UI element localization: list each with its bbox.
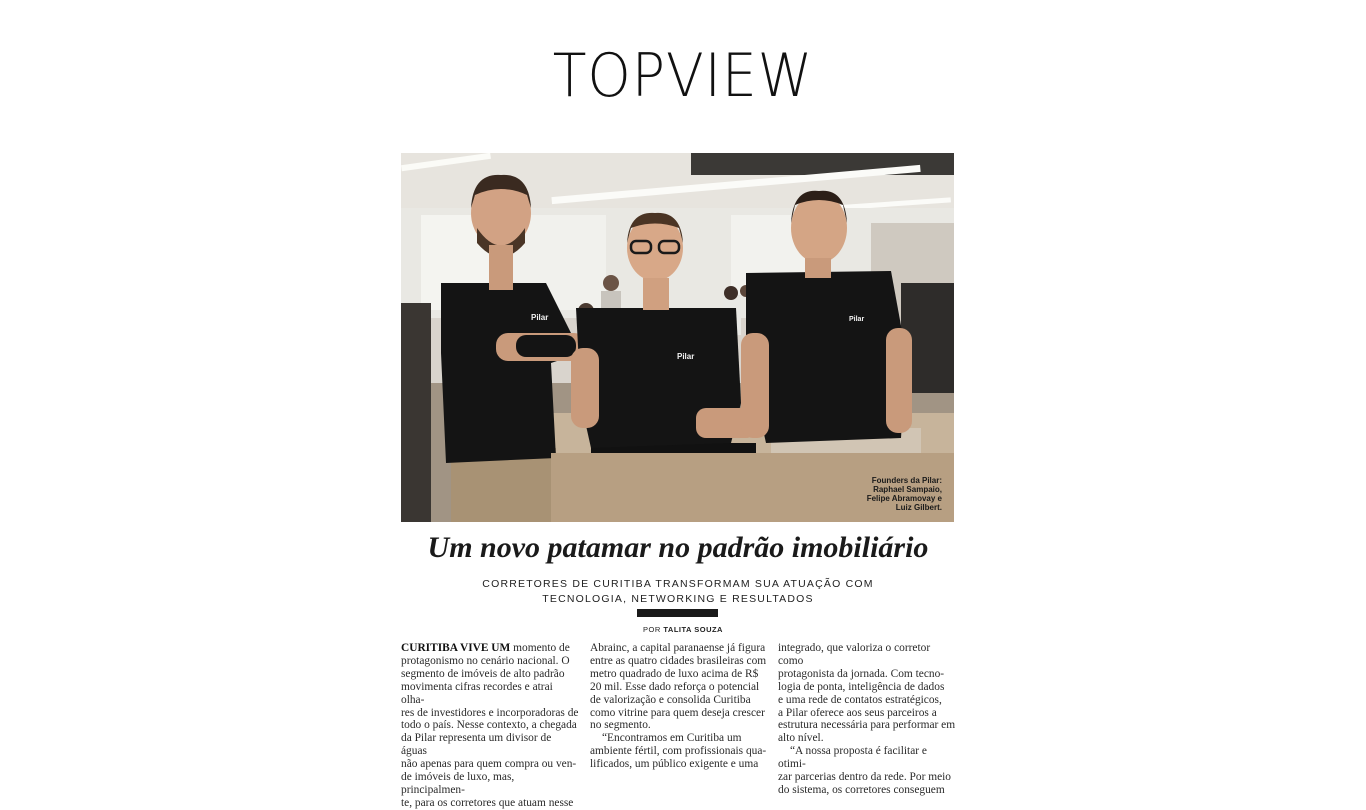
text-line: metro quadrado de luxo acima de R$ bbox=[590, 667, 759, 680]
text-line: do sistema, os corretores conseguem bbox=[778, 783, 945, 796]
text-line: “A nossa proposta é facilitar e otimi- bbox=[778, 745, 927, 771]
text-line: logia de ponta, inteligência de dados bbox=[778, 680, 945, 693]
text-line: a Pilar oferece aos seus parceiros a bbox=[778, 706, 937, 719]
text-line: lificados, um público exigente e uma bbox=[590, 758, 759, 771]
masthead-logo: TOPVIEW bbox=[552, 41, 814, 111]
shirt-logo-text: Pilar bbox=[849, 316, 865, 323]
text-line: “Encontramos em Curitiba um bbox=[602, 732, 742, 745]
article-column-3 bbox=[778, 642, 956, 797]
shirt-logo-text: Pilar bbox=[677, 352, 695, 361]
text-line: como vitrine para quem deseja crescer bbox=[590, 706, 765, 719]
caption-line: Raphael Sampaio, bbox=[873, 485, 942, 494]
text-line: CURITIBA VIVE UM momento de bbox=[401, 642, 570, 654]
subhead-line: CORRETORES DE CURITIBA TRANSFORMAM SUA ATUAÇÃO COM bbox=[482, 578, 874, 590]
text-line: não apenas para quem compra ou ven- bbox=[401, 758, 577, 771]
article-headline: Um novo patamar no padrão imobiliário bbox=[427, 531, 929, 564]
photo-caption bbox=[842, 476, 942, 512]
article-subhead bbox=[480, 577, 876, 607]
article-column-1 bbox=[401, 642, 579, 810]
text-line: zar parcerias dentro da rede. Por meio bbox=[778, 771, 951, 784]
text-line: e uma rede de contatos estratégicos, bbox=[778, 693, 942, 706]
shirt-logo-text: Pilar bbox=[531, 313, 549, 322]
caption-line: Luiz Gilbert. bbox=[895, 503, 942, 512]
text-line: Abrainc, a capital paranaense já figura bbox=[590, 642, 766, 654]
divider-bar bbox=[637, 609, 718, 617]
lead-in: CURITIBA VIVE UM bbox=[401, 642, 511, 654]
founders-photo bbox=[401, 153, 954, 522]
text-line: de valorização e consolida Curitiba bbox=[590, 693, 751, 706]
text-line: integrado, que valoriza o corretor como bbox=[778, 642, 931, 667]
subhead-line: TECNOLOGIA, NETWORKING E RESULTADOS bbox=[542, 593, 814, 605]
text-line: no segmento. bbox=[590, 719, 651, 732]
text-line: movimenta cifras recordes e atrai olha- bbox=[401, 680, 553, 706]
caption-line: Founders da Pilar: bbox=[871, 476, 942, 485]
text-line: res de investidores e incorporadoras de bbox=[401, 706, 579, 719]
article-column-2 bbox=[590, 642, 768, 771]
byline-author: TALITA SOUZA bbox=[663, 625, 723, 634]
text-line: todo o país. Nesse contexto, a chegada bbox=[401, 719, 577, 732]
office-scene-illustration bbox=[401, 153, 954, 522]
caption-line: Felipe Abramovay e bbox=[866, 494, 942, 503]
text-line: te, para os corretores que atuam nesse bbox=[401, 796, 574, 809]
byline bbox=[0, 625, 1366, 634]
text-line: protagonismo no cenário nacional. O bbox=[401, 654, 570, 667]
text-line: protagonista da jornada. Com tecno- bbox=[778, 667, 945, 680]
byline-prefix: POR bbox=[643, 625, 661, 634]
text-line: de imóveis de luxo, mas, principalmen- bbox=[401, 771, 515, 796]
text-line: segmento de imóveis de alto padrão bbox=[401, 667, 565, 680]
text-line: ambiente fértil, com profissionais qua- bbox=[590, 745, 767, 758]
text-line: 20 mil. Esse dado reforça o potencial bbox=[590, 680, 760, 693]
text-line: da Pilar representa um divisor de águas bbox=[401, 732, 552, 758]
text-line: estrutura necessária para performar em bbox=[778, 719, 956, 732]
text-line: alto nível. bbox=[778, 732, 824, 745]
text-line: entre as quatro cidades brasileiras com bbox=[590, 654, 767, 667]
